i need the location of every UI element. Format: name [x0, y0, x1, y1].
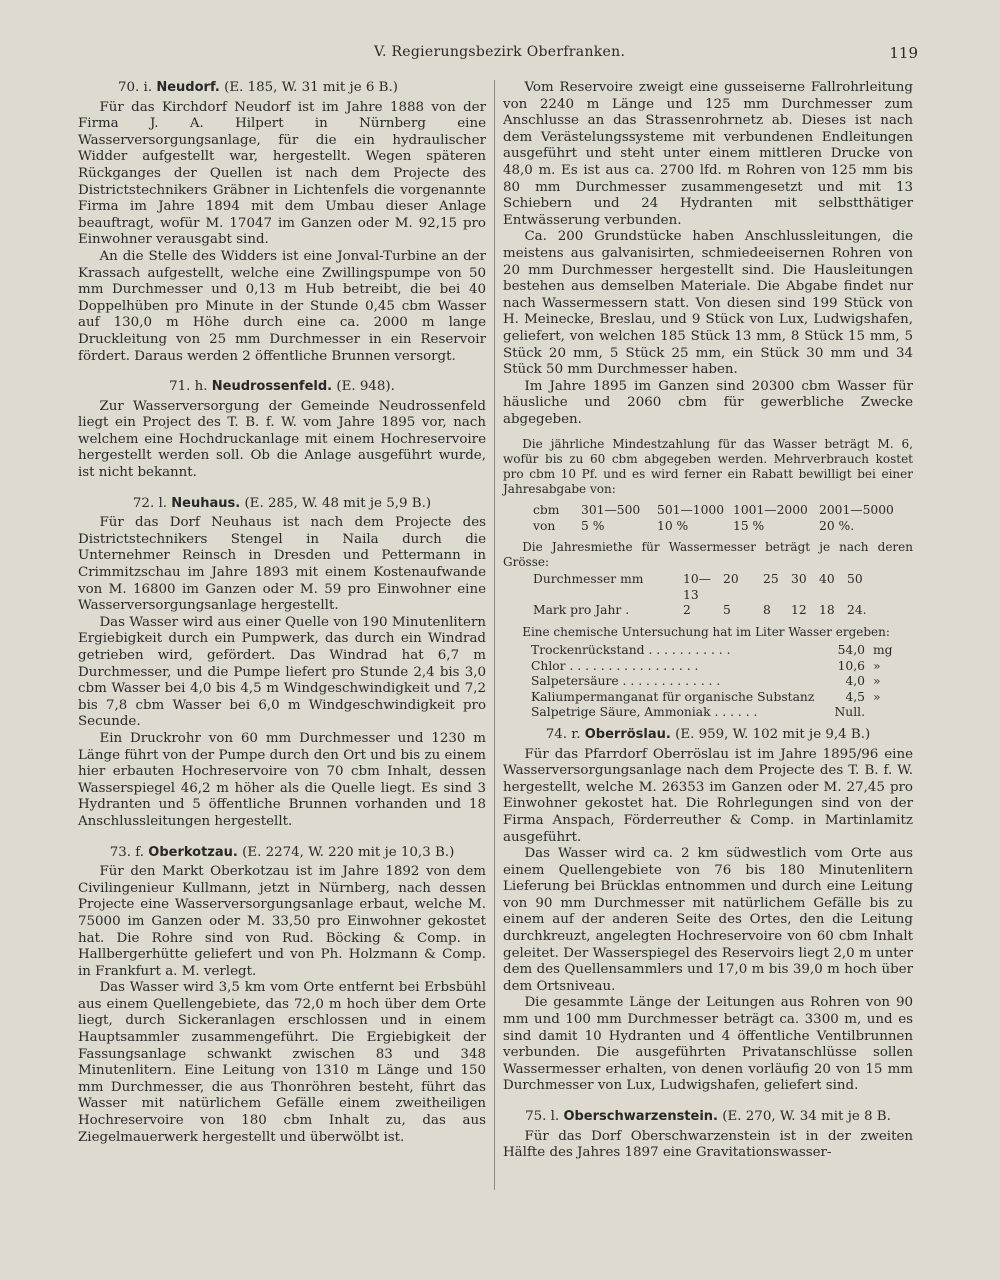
meter-rent-table: [533, 572, 913, 619]
table-cell: 10 %: [657, 518, 689, 533]
entry-number: 70. i.: [118, 80, 153, 95]
entry-meta: (E. 948).: [336, 379, 395, 395]
entry-heading: [503, 1109, 913, 1126]
table-cell: 30: [791, 572, 807, 587]
place-name: Neudrossenfeld.: [211, 379, 333, 395]
substance: Trockenrückstand . . . . . . . . . . .: [531, 642, 731, 657]
table-cell: 50: [847, 572, 863, 587]
page-number: 119: [889, 44, 918, 62]
table-row: [531, 674, 913, 690]
running-header: [74, 44, 924, 66]
right-column: [503, 80, 913, 1162]
amount: 54,0: [837, 642, 865, 657]
paragraph: Zur Wasserversorgung der Gemeinde Neudrossenfeld liegt ein Project des T. B. f. W. vom Jahre 1895 vor, nach welchem eine Hochdruckanlage mit einem Hochreservoire hergestellt werden soll. Ob die Anlage ausgeführt wurde, ist nicht bekannt.: [78, 398, 486, 481]
chapter-title: V. Regierungsbezirk Oberfranken.: [374, 44, 626, 60]
table-cell: cbm: [533, 503, 560, 518]
unit: »: [873, 658, 881, 673]
paragraph: Das Wasser wird ca. 2 km südwestlich vom Orte aus einem Quellengebiete von 76 bis 180 Minutenlitern Lieferung bei Brücklas entnommen und durch eine Leitung von 90 mm Durchmesser mit natürlichem Gefälle bis zu einem auf der anderen Seite des Ortes, den die Leitung durchkreuzt, angelegten Hochreservoire von 60 cbm Inhalt geleitet. Der Wasserspiegel des Reservoirs liegt 2,0 m unter dem des Quellensammlers und 17,0 m bis 39,0 m hoch über dem Ortsniveau.: [503, 846, 913, 994]
entry-number: 71. h.: [169, 379, 208, 395]
entry-number: 73. f.: [109, 844, 144, 860]
table-cell: 5 %: [581, 518, 605, 533]
substance: Kaliumpermanganat für organische Substanz: [531, 689, 815, 704]
table-cell: 12: [791, 603, 807, 618]
amount: 10,6: [837, 658, 865, 673]
table-cell: 15 %: [733, 518, 765, 533]
left-column: [78, 80, 486, 1146]
place-name: Neudorf.: [156, 80, 220, 95]
paragraph: Für den Markt Oberkotzau ist im Jahre 1892 von dem Civilingenieur Kullmann, jetzt in Nürnberg, nach dessen Projecte eine Wasserversorgungsanlage erbaut, welche M. 75000 im Ganzen oder M. 33,50 pro Einwohner gekostet hat. Die Rohre sind von Rud. Böcking & Comp. in Hallbergerhütte geliefert und von Ph. Holzmann & Comp. in Frankfurt a. M. verlegt.: [78, 864, 486, 979]
entry-meta: (E. 185, W. 31 mit je 6 B.): [224, 80, 398, 95]
amount: 4,0: [845, 674, 865, 689]
table-row: [531, 690, 913, 706]
paragraph: Im Jahre 1895 im Ganzen sind 20300 cbm Wasser für häusliche und 2060 cbm für gewerbliche Zwecke abgegeben.: [503, 378, 913, 427]
column-divider: [494, 80, 495, 1190]
paragraph: Die gesammte Länge der Leitungen aus Rohren von 90 mm und 100 mm Durchmesser beträgt ca. 3300 m, und es sind damit 10 Hydranten und 4 öffentliche Ventilbrunnen verbunden. Die ausgeführten Privatanschlüsse sollen Wassermesser erhalten, von denen vorläufig 20 von 15 mm Durchmesser von Lux, Ludwigshafen, geliefert sind.: [503, 995, 913, 1094]
table-cell: 2001—5000: [819, 503, 894, 518]
table-cell: 501—1000: [657, 503, 725, 518]
entry-heading: [78, 845, 486, 862]
table-cell: 18: [819, 603, 835, 618]
paragraph: Für das Dorf Neuhaus ist nach dem Projecte des Districtstechnikers Stengel in Naila durch die Unternehmer Reinsch in Dresden und Pettermann in Crimmitzschau im Jahre 1893 mit einem Kostenaufwande von M. 16800 im Ganzen oder M. 59 pro Einwohner eine Wasserversorgungsanlage hergestellt.: [78, 515, 486, 614]
table-cell: 20: [723, 572, 739, 587]
entry-heading: [503, 727, 913, 744]
unit: [865, 705, 895, 721]
tariff-note: Die jährliche Mindestzahlung für das Wasser beträgt M. 6, wofür bis zu 60 cbm abgegeben werden. Mehrverbrauch kostet pro cbm 10 Pf. und es wird ferner ein Rabatt bewilligt bei einer Jahresabgabe von:: [503, 437, 913, 497]
unit: mg: [873, 642, 893, 657]
paragraph: Für das Dorf Oberschwarzenstein ist in der zweiten Hälfte des Jahres 1897 eine Gravitationswasser-: [503, 1128, 913, 1161]
table-row: [531, 705, 913, 721]
rebate-table: [533, 503, 913, 534]
entry-meta: (E. 285, W. 48 mit je 5,9 B.): [244, 495, 432, 511]
unit: »: [873, 674, 881, 689]
table-cell: von: [533, 518, 556, 533]
table-cell: 24.: [847, 603, 867, 618]
table-cell: 2: [683, 603, 691, 618]
entry-meta: (E. 270, W. 34 mit je 8 B.: [722, 1109, 891, 1124]
meter-rent-note: Die Jahresmiethe für Wassermesser beträgt je nach deren Grösse:: [503, 540, 913, 570]
place-name: Oberkotzau.: [148, 844, 238, 860]
paragraph: An die Stelle des Widders ist eine Jonval-Turbine an der Krassach aufgestellt, welche eine Zwillingspumpe von 50 mm Durchmesser und 0,13 m Hub betreibt, die bei 40 Doppelhüben pro Minute in der Stunde 0,45 cbm Wasser auf 130,0 m Höhe durch eine ca. 2000 m lange Druckleitung von 25 mm Durchmesser in ein Reservoir fördert. Daraus werden 2 öffentliche Brunnen versorgt.: [78, 248, 486, 364]
place-name: Oberröslau.: [584, 726, 671, 742]
analysis-note: Eine chemische Untersuchung hat im Liter Wasser ergeben:: [522, 624, 890, 639]
place-name: Neuhaus.: [171, 495, 241, 511]
substance: Salpetrige Säure, Ammoniak . . . . . .: [531, 705, 758, 720]
table-cell: 20 %.: [819, 518, 855, 533]
entry-meta: (E. 2274, W. 220 mit je 10,3 B.): [242, 844, 455, 860]
amount: 4,5: [845, 689, 865, 704]
table-cell: 301—500: [581, 503, 641, 518]
place-name: Oberschwarzenstein.: [563, 1109, 718, 1124]
paragraph: Für das Pfarrdorf Oberröslau ist im Jahre 1895/96 eine Wasserversorgungsanlage nach dem Projecte des T. B. f. W. hergestellt, welche M. 26353 im Ganzen oder M. 27,45 pro Einwohner gekostet hat. Die Rohrlegungen sind von der Firma Anspach, Förderreuther & Comp. in Martinlamitz ausgeführt.: [503, 746, 913, 845]
entry-heading: [78, 379, 486, 396]
amount: Null.: [834, 705, 865, 720]
substance: Chlor . . . . . . . . . . . . . . . . .: [531, 658, 699, 673]
paragraph: Ca. 200 Grundstücke haben Anschlussleitungen, die meistens aus galvanisirten, schmiedeeisernen Rohren von 20 mm Durchmesser hergestellt sind. Die Hausleitungen bestehen aus demselben Materiale. Die Abgabe findet nur nach Wassermessern statt. Von diesen sind 199 Stück von H. Meinecke, Breslau, und 9 Stück von Lux, Ludwigshafen, geliefert, von welchen 185 Stück 13 mm, 8 Stück 15 mm, 5 Stück 20 mm, 5 Stück 25 mm, ein Stück 30 mm und 34 Stück 50 mm Durchmesser haben.: [503, 229, 913, 378]
table-cell: 10—13: [683, 572, 711, 602]
chemical-analysis-table: [531, 643, 913, 721]
entry-meta: (E. 959, W. 102 mit je 9,4 B.): [675, 726, 871, 742]
table-cell: 8: [763, 603, 771, 618]
entry-number: 74. r.: [545, 726, 581, 742]
entry-number: 72. l.: [132, 495, 167, 511]
entry-number: 75. l.: [525, 1109, 560, 1124]
table-cell: Mark pro Jahr .: [533, 603, 630, 618]
table-cell: 40: [819, 572, 835, 587]
table-row: [531, 643, 913, 659]
paragraph: Ein Druckrohr von 60 mm Durchmesser und 1230 m Länge führt von der Pumpe durch den Ort und bis zu einem hier erbauten Hochreservoire von 70 cbm Inhalt, dessen Wasserspiegel 46,2 m höher als die Quelle liegt. Es sind 3 Hydranten und 5 öffentliche Brunnen vorhanden und 18 Anschlussleitungen hergestellt.: [78, 730, 486, 829]
paragraph: Für das Kirchdorf Neudorf ist im Jahre 1888 von der Firma J. A. Hilpert in Nürnberg eine Wasserversorgungsanlage, für die ein hydraulischer Widder aufgestellt war, hergestellt. Wegen späteren Rückganges der Quellen ist nach dem Projecte des Districtstechnikers Gräbner in Lichtenfels die vorgenannte Firma im Jahre 1894 mit dem Umbau dieser Anlage beauftragt, wofür M. 17047 im Ganzen oder M. 92,15 pro Einwohner verausgabt sind.: [78, 99, 486, 248]
table-cell: 1001—2000: [733, 503, 808, 518]
entry-heading: [78, 496, 486, 513]
paragraph: Vom Reservoire zweigt eine gusseiserne Fallrohrleitung von 2240 m Länge und 125 mm Durchmesser zum Anschlusse an das Strassenrohrnetz ab. Dieses ist nach dem Verästelungssysteme mit verbundenen Endleitungen ausgeführt und steht unter einem mittleren Drucke von 48,0 m. Es ist aus ca. 2700 lfd. m Rohren von 125 mm bis 80 mm Durchmesser zusammengesetzt und mit 13 Schiebern und 24 Hydranten mit selbstthätiger Entwässerung verbunden.: [503, 80, 913, 228]
paragraph: Das Wasser wird aus einer Quelle von 190 Minutenlitern Ergiebigkeit durch ein Pumpwerk, das durch ein Windrad getrieben wird, gefördert. Das Windrad hat 6,7 m Durchmesser, und die Pumpe liefert pro Stunde 2,4 bis 3,0 cbm Wasser bei 4,0 bis 4,5 m Windgeschwindigkeit und 7,2 bis 7,8 cbm Wasser bei 6,0 m Windgeschwindigkeit pro Secunde.: [78, 614, 486, 730]
paragraph: Das Wasser wird 3,5 km vom Orte entfernt bei Erbsbühl aus einem Quellengebiete, das 72,0 m hoch über dem Orte liegt, durch Sickeranlagen erschlossen und in einem Hauptsammler zusammengeführt. Die Ergiebigkeit der Fassungsanlage schwankt zwischen 83 und 348 Minutenlitern. Eine Leitung von 1310 m Länge und 150 mm Durchmesser, die aus Thonröhren besteht, führt das Wasser mit natürlichem Gefälle einem zweitheiligen Hochreservoire von 180 cbm Inhalt zu, das aus Ziegelmauerwerk hergestellt und überwölbt ist.: [78, 980, 486, 1145]
table-row: [531, 659, 913, 675]
unit: »: [873, 689, 881, 704]
table-cell: Durchmesser mm: [533, 572, 644, 587]
table-cell: 25: [763, 572, 779, 587]
table-cell: 5: [723, 603, 731, 618]
substance: Salpetersäure . . . . . . . . . . . . .: [531, 674, 721, 689]
entry-heading: [118, 80, 486, 97]
